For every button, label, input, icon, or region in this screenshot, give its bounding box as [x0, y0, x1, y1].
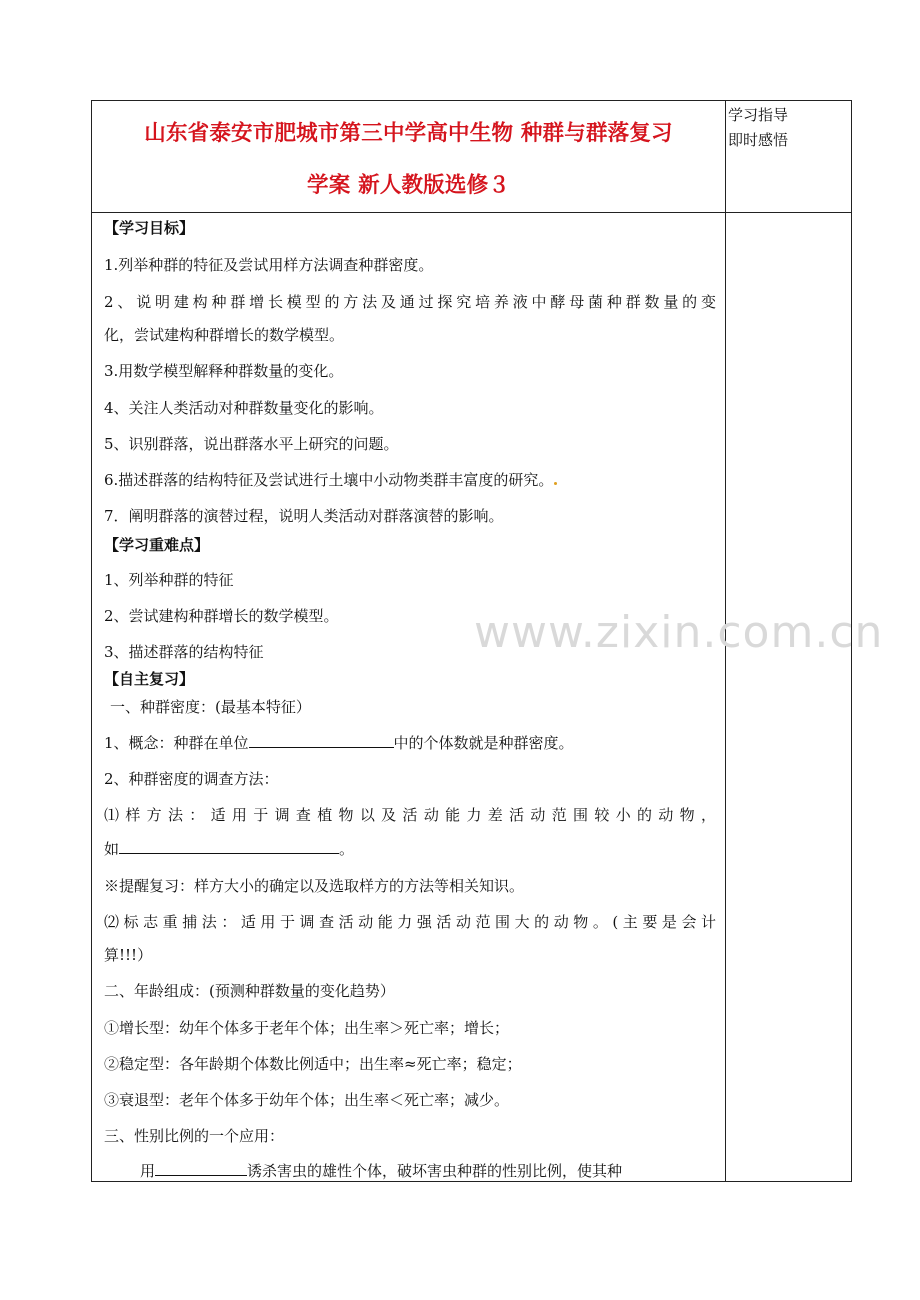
text-line: ①增长型：幼年个体多于老年个体；出生率＞死亡率；增长； — [104, 1019, 510, 1037]
text-line: ※提醒复习：样方大小的确定以及选取样方的方法等相关知识。 — [104, 877, 525, 895]
text-line: ②稳定型：各年龄期个体数比例适中；出生率≈死亡率；稳定； — [104, 1055, 522, 1073]
text-line-content: 6.描述群落的结构特征及尝试进行土壤中小动物类群丰富度的研究。 — [104, 471, 554, 489]
text-line: 1.列举种群的特征及尝试用样方法调查种群密度。 — [104, 256, 434, 274]
text-line: ⑵标志重捕法：适用于调查活动能力强活动范围大的动物。(主要是会计 — [104, 913, 716, 931]
text-line-end: 诱杀害虫的雄性个体，破坏害虫种群的性别比例，使其种 — [247, 1162, 623, 1180]
side-column — [728, 103, 788, 153]
text-line: 2、尝试建构种群增长的数学模型。 — [104, 607, 339, 625]
text-line: 三、性别比例的一个应用： — [104, 1127, 285, 1145]
text-line — [104, 469, 557, 490]
text-line: 2、种群密度的调查方法： — [104, 770, 279, 788]
text-line: 2、说明建构种群增长模型的方法及通过探究培养液中酵母菌种群数量的变 — [104, 293, 716, 311]
text-line-end: 中的个体数就是种群密度。 — [393, 734, 574, 752]
text-line: 算!!!） — [104, 946, 153, 964]
text-line: 3、描述群落的结构特征 — [104, 643, 264, 661]
text-line: 一、种群密度：(最基本特征） — [110, 698, 311, 716]
text-line: 二、年龄组成：(预测种群数量的变化趋势） — [104, 982, 395, 1000]
text-line: 1、列举种群的特征 — [104, 571, 234, 589]
fill-blank[interactable] — [119, 839, 339, 854]
row-divider — [91, 212, 726, 213]
side-label-reflection: 即时感悟 — [728, 131, 789, 149]
watermark: www.zixin.com.cn — [474, 607, 884, 658]
text-line — [140, 1160, 622, 1181]
document-title — [96, 108, 721, 212]
text-line: 3.用数学模型解释种群数量的变化。 — [104, 362, 344, 380]
text-line-start: 1、概念：种群在单位 — [104, 734, 249, 752]
title-line-2: 学案 新人教版选修３ — [307, 173, 510, 198]
text-line — [104, 732, 574, 753]
text-line-start: 用 — [140, 1162, 156, 1180]
text-line: 4、关注人类活动对种群数量变化的影响。 — [104, 399, 384, 417]
section-heading-review: 【自主复习】 — [104, 670, 195, 688]
title-line-1: 山东省泰安市肥城市第三中学高中生物 种群与群落复习 — [144, 121, 673, 146]
text-line: ③衰退型：老年个体多于幼年个体；出生率＜死亡率；减少。 — [104, 1091, 510, 1109]
text-line-end: 。 — [339, 840, 355, 858]
text-line-start: 如 — [104, 840, 120, 858]
side-label-guidance: 学习指导 — [728, 106, 789, 124]
fill-blank[interactable] — [155, 1161, 247, 1176]
text-line — [104, 838, 354, 859]
section-heading-objectives: 【学习目标】 — [104, 219, 195, 237]
fill-blank[interactable] — [249, 733, 394, 748]
text-line: 化，尝试建构种群增长的数学模型。 — [104, 326, 345, 344]
mark-dot — [554, 482, 557, 485]
text-line: 7．阐明群落的演替过程，说明人类活动对群落演替的影响。 — [104, 507, 504, 525]
text-line: 5、识别群落，说出群落水平上研究的问题。 — [104, 435, 399, 453]
text-line: ⑴样方法：适用于调查植物以及活动能力差活动范围较小的动物， — [104, 806, 716, 824]
section-heading-key-points: 【学习重难点】 — [104, 536, 210, 554]
side-row-divider — [725, 212, 852, 213]
